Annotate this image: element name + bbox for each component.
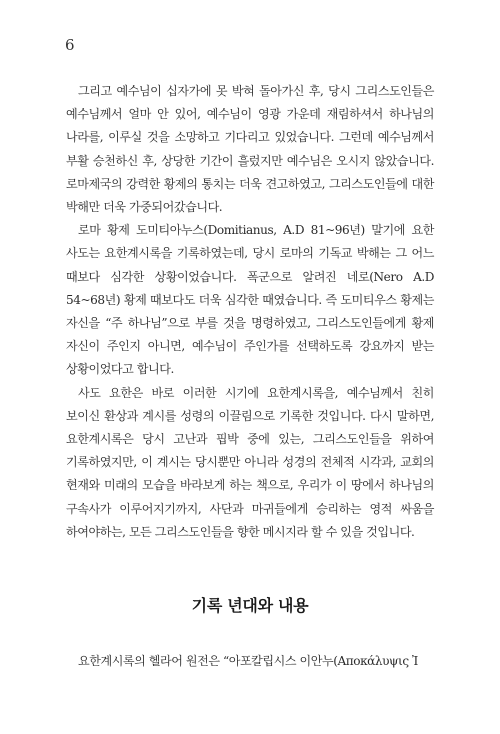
paragraph-1: 그리고 예수님이 십자가에 못 박혀 돌아가신 후, 당시 그리스도인들은 예수님께서 얼마 안 있어, 예수님이 영광 가운데 재림하셔서 하나님의 나라를, 이루실 것을 소망하고 기다리고 있었습니다. 그런데 예수님께서 부활 승천하신 후, 상당한 기간이 흘렀지만 예수님은 오시지 않았습니다. 로마제국의 강력한 황제의 통치는 더욱 견고하였고, 그리스도인들에 대한 박해만 더욱 가중되어갔습니다.: [66, 84, 434, 215]
page-number: 6: [65, 36, 75, 54]
paragraph-2: 로마 황제 도미티아누스(Domitianus, A.D 81~96년) 말기에 요한 사도는 요한계시록을 기록하였는데, 당시 로마의 기독교 박해는 그 어느 때보다 심각한 상황이었습니다. 폭군으로 알려진 네로(Nero A.D 54~68년) 황제 때보다도 더욱 심각한 때였습니다. 즉 도미티우스 황제는 자신을 “주 하나님”으로 부를 것을 명령하였고, 그리스도인들에게 황제 자신이 주인지 아니면, 예수님이 주인가를 선택하도록 강요까지 받는 상황이었다고 합니다.: [66, 223, 434, 377]
body-text: [66, 80, 434, 544]
paragraph-3: 사도 요한은 바로 이러한 시기에 요한계시록을, 예수님께서 친히 보이신 환상과 계시를 성령의 이끌림으로 기록한 것입니다. 다시 말하면, 요한계시록은 당시 고난과 핍박 중에 있는, 그리스도인들을 위하여 기록하였지만, 이 계시는 당시뿐만 아니라 성경의 전체적 시각과, 교회의 현재와 미래의 모습을 바라보게 하는 책으로, 우리가 이 땅에서 하나님의 구속사가 이루어지기까지, 사단과 마귀들에게 승리하는 영적 싸움을 하여야하는, 모든 그리스도인들을 향한 메시지라 할 수 있을 것입니다.: [66, 385, 434, 539]
paragraph-4-start: 요한계시록의 헬라어 원전은 “아포칼립시스 이안누(Αποκάλυψις Ἰ: [78, 654, 418, 668]
section-heading: 기록 년대와 내용: [191, 596, 309, 615]
